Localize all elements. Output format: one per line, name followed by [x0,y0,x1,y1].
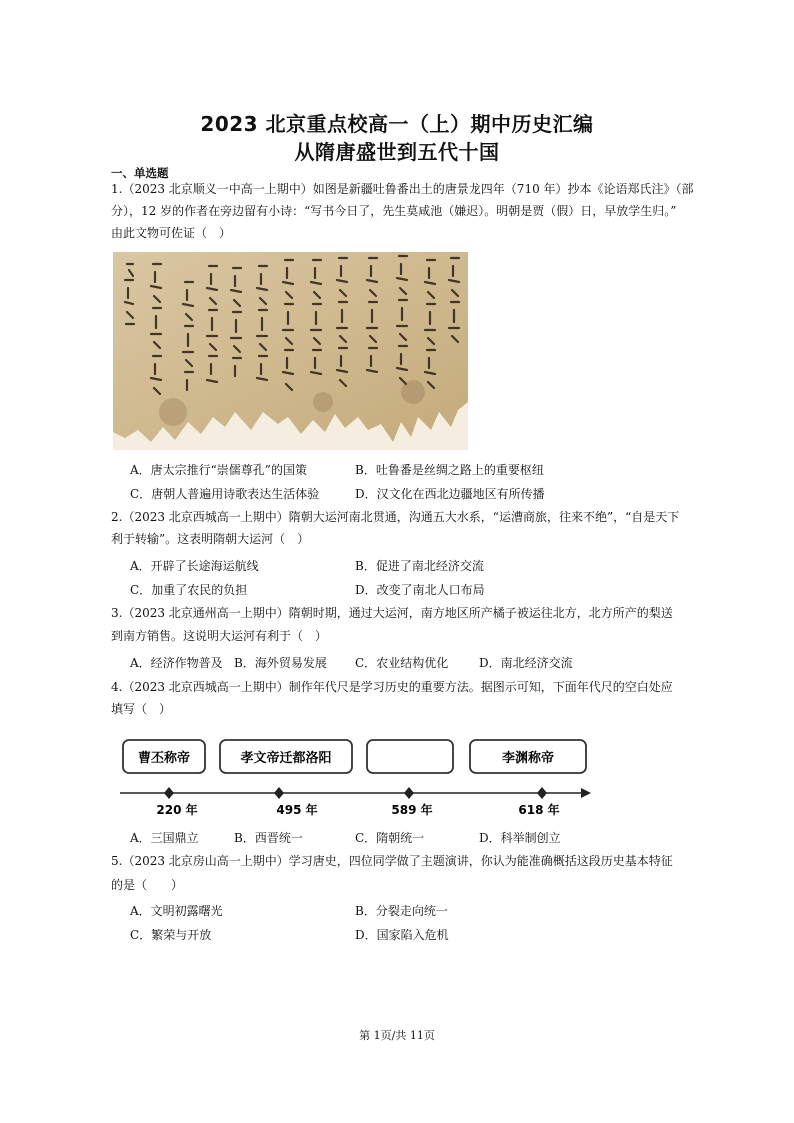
q4-option-a: A．三国鼎立 [130,831,199,845]
q4-option-b: B．西晋统一 [234,831,303,845]
q3-option-c: C．农业结构优化 [355,656,449,670]
q1-option-c: C．唐朝人普遍用诗歌表达生活体验 [130,487,320,501]
question-2-line-2: 利于转输”。这表明隋朝大运河（ ） [111,532,310,546]
timeline-marker-2 [274,787,284,799]
timeline-event-1: 曹丕称帝 [137,751,191,766]
question-3-line-1: 3.（2023 北京通州高一上期中）隋朝时期，通过大运河，南方地区所产橘子被运往北方，北方所产的梨送 [111,606,673,620]
question-5-line-1: 5.（2023 北京房山高一上期中）学习唐史，四位同学做了主题演讲，你认为能准确概括这段历史基本特征 [111,854,673,868]
timeline-marker-3 [404,787,414,799]
timeline-event-4: 李渊称帝 [501,751,555,766]
question-2-line-1: 2.（2023 北京西城高一上期中）隋朝大运河南北贯通，沟通五大水系，“运漕商旅，往来不绝”，“自是天下 [111,510,680,524]
timeline-year-2: 495 年 [276,803,318,817]
timeline-marker-1 [164,787,174,799]
page-title: 2023 北京重点校高一（上）期中历史汇编 [200,112,594,136]
question-1-line-1: 1.（2023 北京顺义一中高一上期中）如图是新疆吐鲁番出土的唐景龙四年（710 年）抄本《论语郑氏注》（部 [111,182,694,196]
q2-option-a: A．开辟了长途海运航线 [130,559,259,573]
q2-option-c: C．加重了农民的负担 [130,583,248,597]
q2-option-b: B．促进了南北经济交流 [355,559,484,573]
q1-option-a: A．唐太宗推行“崇儒尊孔”的国策 [130,463,307,477]
timeline-year-4: 618 年 [518,803,560,817]
q4-option-c: C．隋朝统一 [355,831,425,845]
timeline-figure [115,735,595,820]
timeline-year-1: 220 年 [156,803,198,817]
timeline-marker-4 [537,787,547,799]
q5-option-c: C．繁荣与开放 [130,928,212,942]
manuscript-image [113,252,468,450]
question-5-line-2: 的是（ ） [111,878,184,892]
timeline-arrow [581,788,591,798]
q3-option-d: D．南北经济交流 [479,656,573,670]
section-heading: 一、单选题 [111,166,169,180]
q1-option-b: B．吐鲁番是丝绸之路上的重要枢纽 [355,463,544,477]
q5-option-b: B．分裂走向统一 [355,904,448,918]
q4-option-d: D．科举制创立 [479,831,561,845]
q2-option-d: D．改变了南北人口布局 [355,583,485,597]
q5-option-a: A．文明初露曙光 [130,904,223,918]
question-3-line-2: 到南方销售。这说明大运河有利于（ ） [111,629,328,643]
q1-option-d: D．汉文化在西北边疆地区有所传播 [355,487,545,501]
page-subtitle: 从隋唐盛世到五代十国 [294,140,500,164]
timeline-box-3-blank [367,740,453,773]
q3-option-a: A．经济作物普及 [130,656,223,670]
timeline-event-2: 孝文帝迁都洛阳 [240,751,332,766]
question-4-line-1: 4.（2023 北京西城高一上期中）制作年代尺是学习历史的重要方法。据图示可知，下面年代尺的空白处应 [111,680,673,694]
question-1-line-2: 分），12 岁的作者在旁边留有小诗：“写书今日了，先生莫咸池（嫌迟）。明朝是贾（假）日，早放学生归。” [111,204,677,218]
q5-option-d: D．国家陷入危机 [355,928,449,942]
question-1-line-3: 由此文物可佐证（ ） [111,226,232,240]
q3-option-b: B．海外贸易发展 [234,656,327,670]
question-4-line-2: 填写（ ） [111,702,172,716]
page-footer: 第 1页/共 11页 [359,1029,435,1042]
timeline-year-3: 589 年 [391,803,433,817]
